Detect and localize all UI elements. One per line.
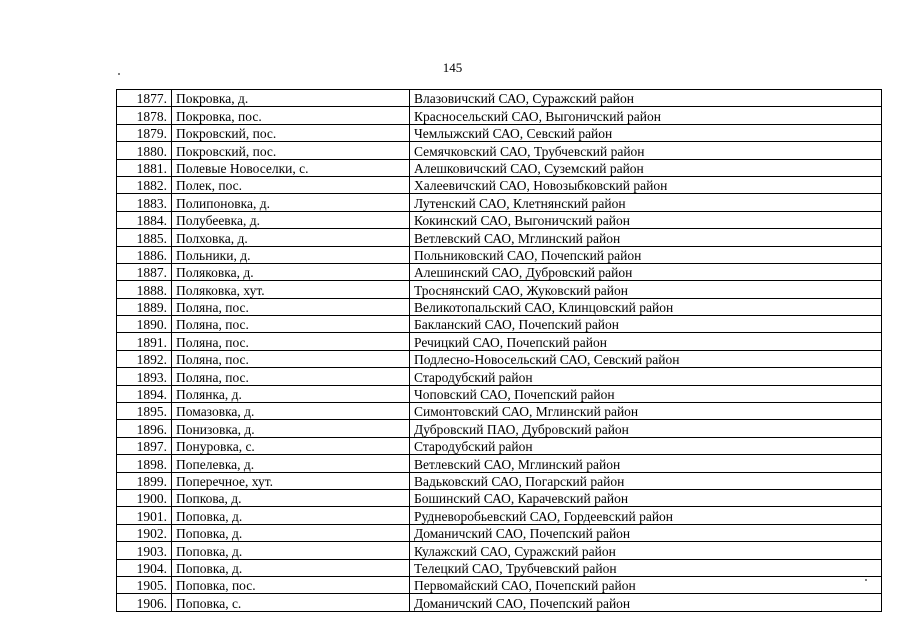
settlement-name: Поповка, пос. [172, 576, 410, 593]
administrative-unit: Симонтовский САО, Мглинский район [410, 403, 882, 420]
row-number: 1894. [117, 385, 172, 402]
settlement-name: Покровский, пос. [172, 124, 410, 141]
settlement-name: Попелевка, д. [172, 455, 410, 472]
settlement-name: Покровский, пос. [172, 142, 410, 159]
row-number: 1892. [117, 350, 172, 367]
settlement-name: Поляковка, д. [172, 263, 410, 280]
table-row [117, 124, 882, 141]
row-number: 1887. [117, 263, 172, 280]
settlement-name: Поляна, пос. [172, 350, 410, 367]
table-row [117, 90, 882, 107]
row-number: 1903. [117, 542, 172, 559]
administrative-unit: Доманичский САО, Почепский район [410, 524, 882, 541]
administrative-unit: Кулажский САО, Суражский район [410, 542, 882, 559]
settlement-name: Поляна, пос. [172, 368, 410, 385]
administrative-unit: Лутенский САО, Клетнянский район [410, 194, 882, 211]
settlement-name: Польники, д. [172, 246, 410, 263]
row-number: 1882. [117, 176, 172, 193]
row-number: 1878. [117, 107, 172, 124]
row-number: 1901. [117, 507, 172, 524]
administrative-unit: Алешковичский САО, Суземский район [410, 159, 882, 176]
administrative-unit: Стародубский район [410, 437, 882, 454]
table-row [117, 559, 882, 576]
administrative-unit: Красносельский САО, Выгоничский район [410, 107, 882, 124]
table-row [117, 229, 882, 246]
row-number: 1899. [117, 472, 172, 489]
settlement-name: Полипоновка, д. [172, 194, 410, 211]
table-row [117, 246, 882, 263]
row-number: 1891. [117, 333, 172, 350]
administrative-unit: Бакланский САО, Почепский район [410, 316, 882, 333]
administrative-unit: Подлесно-Новосельский САО, Севский район [410, 350, 882, 367]
settlement-name: Поповка, д. [172, 542, 410, 559]
settlement-name: Поляковка, хут. [172, 281, 410, 298]
settlement-name: Полевые Новоселки, с. [172, 159, 410, 176]
settlement-name: Поляна, пос. [172, 333, 410, 350]
table-row [117, 437, 882, 454]
table-row [117, 263, 882, 280]
table-row [117, 594, 882, 611]
settlement-name: Поповка, д. [172, 524, 410, 541]
table-row [117, 455, 882, 472]
settlements-table [116, 89, 882, 612]
table-row [117, 298, 882, 315]
table-row [117, 211, 882, 228]
row-number: 1906. [117, 594, 172, 611]
row-number: 1884. [117, 211, 172, 228]
administrative-unit: Телецкий САО, Трубчевский район [410, 559, 882, 576]
administrative-unit: Семячковский САО, Трубчевский район [410, 142, 882, 159]
administrative-unit: Великотопальский САО, Клинцовский район [410, 298, 882, 315]
row-number: 1883. [117, 194, 172, 211]
administrative-unit: Кокинский САО, Выгоничский район [410, 211, 882, 228]
administrative-unit: Чоповский САО, Почепский район [410, 385, 882, 402]
row-number: 1902. [117, 524, 172, 541]
table-row [117, 316, 882, 333]
settlement-name: Поперечное, хут. [172, 472, 410, 489]
row-number: 1895. [117, 403, 172, 420]
table-row [117, 576, 882, 593]
row-number: 1896. [117, 420, 172, 437]
settlement-name: Полянка, д. [172, 385, 410, 402]
table-row [117, 507, 882, 524]
row-number: 1900. [117, 489, 172, 506]
row-number: 1898. [117, 455, 172, 472]
row-number: 1880. [117, 142, 172, 159]
administrative-unit: Халеевичский САО, Новозыбковский район [410, 176, 882, 193]
administrative-unit: Ветлевский САО, Мглинский район [410, 455, 882, 472]
page-number: 145 [442, 60, 463, 75]
settlements-table-body [117, 90, 882, 612]
table-row [117, 142, 882, 159]
administrative-unit: Рудневоробьевский САО, Гордеевский район [410, 507, 882, 524]
table-row [117, 385, 882, 402]
table-row [117, 281, 882, 298]
table-row [117, 194, 882, 211]
administrative-unit: Первомайский САО, Почепский район [410, 576, 882, 593]
settlement-name: Помазовка, д. [172, 403, 410, 420]
table-row [117, 107, 882, 124]
row-number: 1889. [117, 298, 172, 315]
administrative-unit: Алешинский САО, Дубровский район [410, 263, 882, 280]
administrative-unit: Дубровский ПАО, Дубровский район [410, 420, 882, 437]
administrative-unit: Бошинский САО, Карачевский район [410, 489, 882, 506]
scan-speck [118, 73, 120, 75]
administrative-unit: Чемлыжский САО, Севский район [410, 124, 882, 141]
row-number: 1881. [117, 159, 172, 176]
table-row [117, 420, 882, 437]
settlement-name: Поповка, д. [172, 559, 410, 576]
settlement-name: Полховка, д. [172, 229, 410, 246]
settlement-name: Поповка, с. [172, 594, 410, 611]
scan-speck [865, 579, 867, 581]
row-number: 1904. [117, 559, 172, 576]
table-row [117, 350, 882, 367]
administrative-unit: Троснянский САО, Жуковский район [410, 281, 882, 298]
table-row [117, 176, 882, 193]
settlement-name: Попкова, д. [172, 489, 410, 506]
settlement-name: Понуровка, с. [172, 437, 410, 454]
administrative-unit: Стародубский район [410, 368, 882, 385]
table-row [117, 472, 882, 489]
administrative-unit: Вадьковский САО, Погарский район [410, 472, 882, 489]
administrative-unit: Ветлевский САО, Мглинский район [410, 229, 882, 246]
settlement-name: Понизовка, д. [172, 420, 410, 437]
row-number: 1893. [117, 368, 172, 385]
settlement-name: Полубеевка, д. [172, 211, 410, 228]
row-number: 1877. [117, 90, 172, 107]
administrative-unit: Польниковский САО, Почепский район [410, 246, 882, 263]
row-number: 1886. [117, 246, 172, 263]
administrative-unit: Доманичский САО, Почепский район [410, 594, 882, 611]
table-row [117, 368, 882, 385]
row-number: 1905. [117, 576, 172, 593]
table-row [117, 542, 882, 559]
row-number: 1888. [117, 281, 172, 298]
table-row [117, 333, 882, 350]
settlement-name: Покровка, пос. [172, 107, 410, 124]
administrative-unit: Влазовичский САО, Суражский район [410, 90, 882, 107]
table-row [117, 489, 882, 506]
settlement-name: Поповка, д. [172, 507, 410, 524]
settlement-name: Поляна, пос. [172, 316, 410, 333]
row-number: 1879. [117, 124, 172, 141]
settlement-name: Полек, пос. [172, 176, 410, 193]
table-row [117, 403, 882, 420]
row-number: 1897. [117, 437, 172, 454]
settlement-name: Покровка, д. [172, 90, 410, 107]
settlement-name: Поляна, пос. [172, 298, 410, 315]
administrative-unit: Речицкий САО, Почепский район [410, 333, 882, 350]
row-number: 1890. [117, 316, 172, 333]
table-row [117, 524, 882, 541]
table-row [117, 159, 882, 176]
row-number: 1885. [117, 229, 172, 246]
